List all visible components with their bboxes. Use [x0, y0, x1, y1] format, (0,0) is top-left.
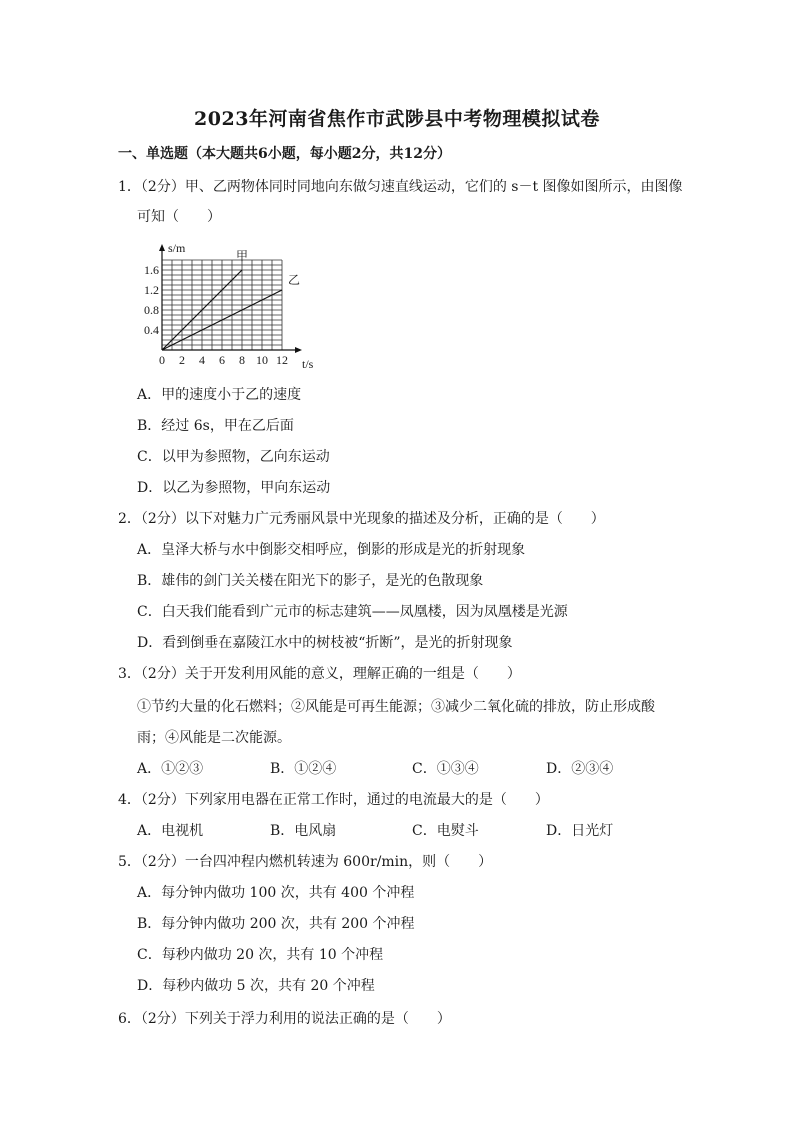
- series-label: 乙: [288, 273, 301, 287]
- y-axis-label: s/m: [168, 241, 186, 255]
- question-4-option-c[interactable]: C．电熨斗: [412, 823, 479, 839]
- chart-grid: [162, 260, 282, 350]
- question-5-stem: 5．（2分）一台四冲程内燃机转速为 600r/min，则（ ）: [118, 854, 493, 870]
- question-2-stem: 2．（2分）以下对魅力广元秀丽风景中光现象的描述及分析，正确的是（ ）: [118, 511, 605, 527]
- section-heading: 一、单选题（本大题共6小题，每小题2分，共12分）: [118, 146, 451, 162]
- x-tick-label: 4: [199, 353, 205, 367]
- question-6-stem: 6．（2分）下列关于浮力利用的说法正确的是（ ）: [118, 1011, 451, 1027]
- question-4-option-b[interactable]: B．电风扇: [270, 823, 337, 839]
- y-tick-label: 1.6: [144, 263, 159, 277]
- page-title: 2023年河南省焦作市武陟县中考物理模拟试卷: [194, 108, 600, 130]
- question-3-stem: 3．（2分）关于开发利用风能的意义，理解正确的一组是（ ）: [118, 666, 521, 682]
- question-3-option-c[interactable]: C．①③④: [412, 761, 479, 777]
- x-tick-label: 10: [256, 353, 268, 367]
- question-3-option-a[interactable]: A．①②③: [137, 761, 204, 777]
- question-2-option-b[interactable]: B．雄伟的剑门关关楼在阳光下的影子，是光的色散现象: [137, 573, 484, 589]
- question-1-stem-cont: 可知（ ）: [137, 209, 221, 225]
- question-4-stem: 4．（2分）下列家用电器在正常工作时，通过的电流最大的是（ ）: [118, 792, 549, 808]
- x-tick-label: 6: [219, 353, 225, 367]
- question-1-option-a[interactable]: A．甲的速度小于乙的速度: [137, 387, 302, 403]
- x-tick-label: 0: [159, 353, 165, 367]
- y-tick-label: 0.8: [144, 303, 159, 317]
- question-2-option-d[interactable]: D．看到倒垂在嘉陵江水中的树枝被“折断”，是光的折射现象: [137, 635, 513, 651]
- question-1-stem: 1．（2分）甲、乙两物体同时同地向东做匀速直线运动，它们的 s－t 图像如图所示，由图像: [118, 179, 683, 195]
- question-5-option-b[interactable]: B．每分钟内做功 200 次，共有 200 个冲程: [137, 916, 415, 932]
- x-tick-label: 8: [239, 353, 245, 367]
- question-5-option-c[interactable]: C．每秒内做功 20 次，共有 10 个冲程: [137, 947, 384, 963]
- x-tick-label: 12: [276, 353, 288, 367]
- x-axis-arrow: [295, 347, 302, 353]
- question-1-option-b[interactable]: B．经过 6s，甲在乙后面: [137, 418, 294, 434]
- y-axis-arrow: [159, 244, 165, 251]
- question-5-option-a[interactable]: A．每分钟内做功 100 次，共有 400 个冲程: [137, 885, 415, 901]
- x-axis-label: t/s: [302, 357, 314, 371]
- y-tick-label: 0.4: [144, 323, 159, 337]
- question-3-stem-cont2: 雨；④风能是二次能源。: [137, 730, 291, 746]
- st-graph: [140, 241, 340, 375]
- y-tick-labels: [144, 263, 159, 337]
- question-3-stem-cont: ①节约大量的化石燃料；②风能是可再生能源；③减少二氧化硫的排放，防止形成酸: [137, 699, 655, 715]
- x-tick-labels: [159, 353, 288, 367]
- question-1-option-c[interactable]: C．以甲为参照物，乙向东运动: [137, 449, 330, 465]
- question-4-option-d[interactable]: D．日光灯: [546, 823, 614, 839]
- x-tick-label: 2: [179, 353, 185, 367]
- question-5-option-d[interactable]: D．每秒内做功 5 次，共有 20 个冲程: [137, 978, 375, 994]
- question-3-option-d[interactable]: D．②③④: [546, 761, 614, 777]
- series-label: 甲: [236, 249, 249, 263]
- question-1-option-d[interactable]: D．以乙为参照物，甲向东运动: [137, 480, 331, 496]
- question-2-option-c[interactable]: C．白天我们能看到广元市的标志建筑——凤凰楼，因为凤凰楼是光源: [137, 604, 568, 620]
- question-4-option-a[interactable]: A．电视机: [137, 823, 204, 839]
- question-2-option-a[interactable]: A．皇泽大桥与水中倒影交相呼应，倒影的形成是光的折射现象: [137, 542, 526, 558]
- question-3-option-b[interactable]: B．①②④: [270, 761, 337, 777]
- y-tick-label: 1.2: [144, 283, 159, 297]
